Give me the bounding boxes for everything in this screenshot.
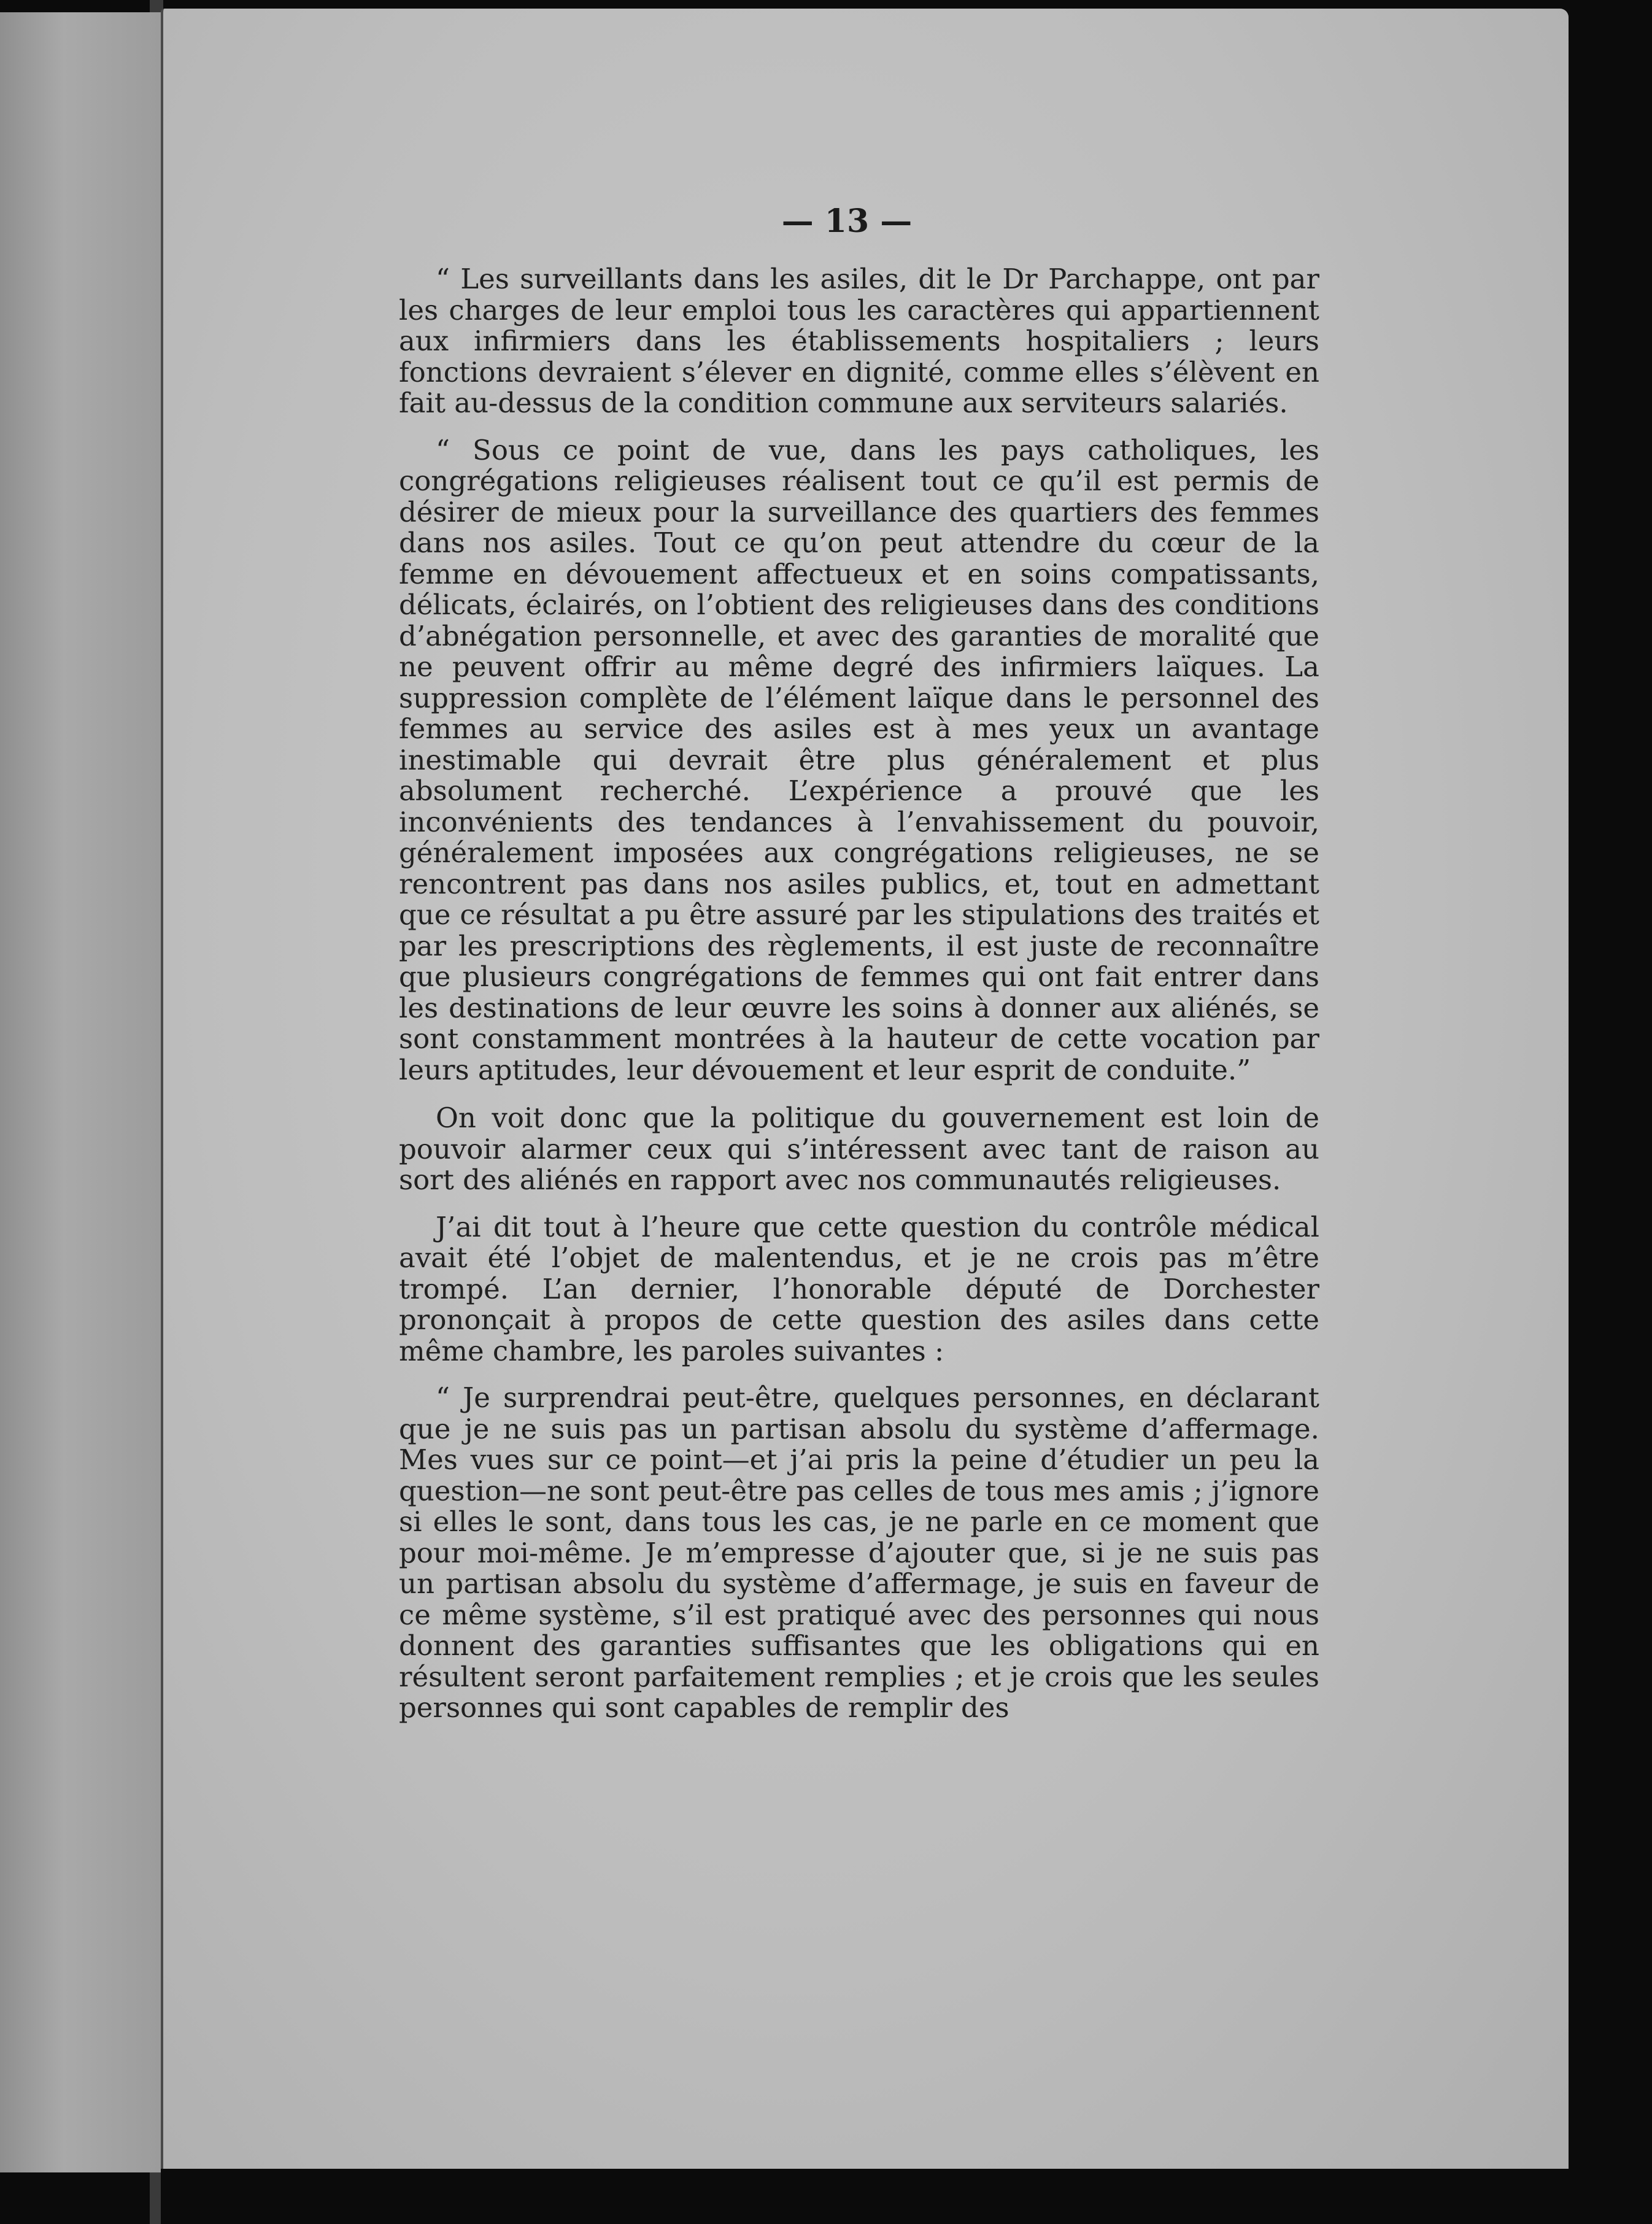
scan-border-bottom — [161, 2169, 1572, 2224]
previous-page-edge — [0, 12, 163, 2172]
paragraph-government-policy: On voit donc que la politique du gouvernement est loin de pouvoir alarmer ceux qui s’intéressent avec tant de raison au sort des aliénés en rapport avec nos communautés religieuses. — [399, 1102, 1319, 1196]
page-body-text — [399, 264, 1319, 1740]
paragraph-parchappe-quote-2: “ Sous ce point de vue, dans les pays catholiques, les congrégations religieuses réalisent tout ce qu’il est permis de désirer de mieux pour la surveillance des quartiers des femmes dans nos asiles. Tout ce qu’on peut attendre du cœur de la femme en dévouement affectueux et en soins compatissants, délicats, éclairés, on l’obtient des religieuses dans des conditions d’abnégation personnelle, et avec des garanties de moralité que ne peuvent offrir au même degré des infirmiers laïques. La suppression complète de l’élément laïque dans le personnel des femmes au service des asiles est à mes yeux un avantage inestimable qui devrait être plus généralement et plus absolument recherché. L’expérience a prouvé que les inconvénients des tendances à l’envahissement du pouvoir, généralement imposées aux congrégations religieuses, ne se rencontrent pas dans nos asiles publics, et, tout en admettant que ce résultat a pu être assuré par les stipulations des traités et par les prescriptions des règlements, il est juste de reconnaître que plusieurs congrégations de femmes qui ont fait entrer dans les destinations de leur œuvre les soins à donner aux aliénés, se sont constamment montrées à la hauteur de cette vocation par leurs aptitudes, leur dévouement et leur esprit de conduite.” — [399, 433, 1319, 1086]
paragraph-parchappe-quote-1: “ Les surveillants dans les asiles, dit le Dr Parchappe, ont par les charges de leur emploi tous les caractères qui appartiennent aux infirmiers dans les établissements hospitaliers ; leurs fonctions devraient s’élever en dignité, comme elles s’élèvent en fait au-dessus de la condition commune aux serviteurs salariés. — [399, 263, 1319, 419]
page-number: — 13 — — [781, 203, 913, 240]
paragraph-medical-control: J’ai dit tout à l’heure que cette question du contrôle médical avait été l’objet de malentendus, et je ne crois pas m’être trompé. L’an dernier, l’honorable député de Dorchester prononçait à propos de cette question des asiles dans cette même chambre, les paroles suivantes : — [399, 1210, 1319, 1367]
paragraph-dorchester-quote: “ Je surprendrai peut-être, quelques personnes, en déclarant que je ne suis pas un partisan absolu du système d’affermage. Mes vues sur ce point—et j’ai pris la peine d’étudier un peu la question—ne sont peut-être pas celles de tous mes amis ; j’ignore si elles le sont, dans tous les cas, je ne parle en ce moment que pour moi-même. Je m’empresse d’ajouter que, si je ne suis pas un partisan absolu du système d’affermage, je suis en faveur de ce même système, s’il est pratiqué avec des personnes qui nous donnent des garanties suffisantes que les obligations qui en résultent seront parfaitement remplies ; et je crois que les seules personnes qui sont capables de remplir des — [399, 1381, 1319, 1724]
